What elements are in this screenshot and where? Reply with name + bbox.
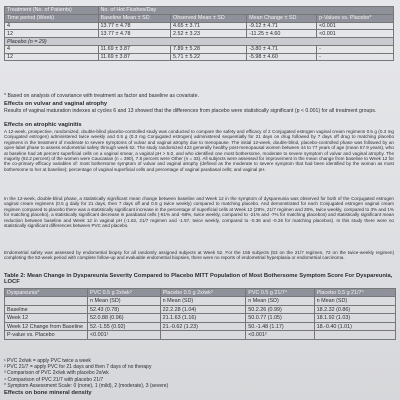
table-header-cell: Time period (Week) — [5, 14, 99, 22]
table-cell: -5.98 ± 4.60 — [247, 53, 317, 61]
section-heading-atrophic: Effects on atrophic vaginitis — [4, 122, 82, 128]
table-row — [5, 314, 396, 322]
table-cell: 50.-1.48 (1.17) — [246, 322, 314, 330]
table-cell: 13.77 ± 4.78 — [98, 22, 170, 30]
atrophic-paragraph-1: A 12-week, prospective, randomized, double-blind placebo-controlled study was conducted to compare the safety and efficacy of 2 Conjugated estrogen vaginal cream regimens 0.5 g (0.3 mg Conjugated estrogen) administered twice weekly and 0.5 g (0.3 mg Conjugated estrogen) administered sequentially for 21 days on drug followed by 7 days off drug to matching placebo regimens in the treatment of moderate to severe symptoms of vulvar and vaginal atrophy due to menopause. The initial 12-week, double-blind, placebo-controlled phase was followed by an open-label phase to assess endometrial safety through week 52. The study randomized 423 generally healthy post-menopausal women between 44 to 77 years of age (mean 57.9 years), who at baseline had ≥5 percent superficial cells on a vaginal smear, a vaginal pH > 5.0, and who identified one most bothersome, moderate to severe symptom of vulvar and vaginal atrophy. The majority (92.2 percent) of the women were Caucasian (n = 390), 7.8 percent were Other (n = 33). All subjects were assessed for improvement in the mean change from baseline to Week 12 for the co-primary efficacy variables of: most bothersome symptom of vulvar and vaginal atrophy (defined as the moderate to severe symptom that had been identified by the woman as most bothersome to her at baseline); percentage of vaginal superficial cells and percentage of vaginal parabasal cells; and vaginal pH. — [4, 129, 394, 172]
table1-footnote: * Based on analysis of covariance with treatment as factor and baseline as covariate. — [4, 93, 199, 99]
table-subheader-cell: n Mean (SD) — [246, 297, 314, 305]
table-header-cell: Dyspareunia* — [5, 289, 88, 297]
table2-title: Table 2: Mean Change in Dyspareunia Severity Compared to Placebo MITT Population of Most Bothersome Symptom Score For Dyspareunia, LOCF — [4, 273, 393, 286]
section-heading-vulvar: Effects on vulvar and vaginal atrophy — [4, 101, 108, 107]
table-cell: 7.89 ± 5.28 — [171, 45, 247, 53]
section-text-vulvar: Results of vaginal maturation indexes at cycles 6 and 13 showed that the differences from placebo were statistically significant (p < 0.001) for all treatment groups. — [4, 108, 377, 114]
table-row — [5, 53, 394, 61]
table-header-cell: PVC 0.5 g 21/7⁴ — [246, 289, 314, 297]
atrophic-paragraph-2: In the 12-week, double-blind phase, a statistically significant mean change between baseline and Week 12 in the symptom of dyspareunia was observed for both of the Conjugated estrogen vaginal cream regimens (0.5 g daily for 21 days, then 7 days off and 0.5 g twice weekly) compared to matching placebo. And demonstrated for each Conjugated estrogen vaginal cream regimen compared to placebo there was a statistically significant increase in the percentage of superficial cells at Week 12 (28%, 21/7 regimen and 26%, twice weekly, compared to 3% and 1% for matching placebo), a statistically significant decrease in parabasal cells (-61% and -58%, twice weekly, compared to -21% and -7% for matching placebos) and statistically significant mean reduction between baseline and Week 12 in vaginal pH (-1.62, 21/7 regimen and -1.57, twice weekly, compared to -0.36 and -0.26 for matching placebos). In this study there were no statistically significant differences between PVC and placebo. — [4, 196, 394, 229]
table-row — [5, 30, 394, 38]
table-row — [5, 331, 396, 339]
section-heading-bone: Effects on bone mineral density — [4, 390, 92, 396]
atrophic-paragraph-3: Endometrial safety was assessed by endometrial biopsy for all randomly assigned subjects at Week 52. For the 155 subjects (53 on the 21/7 regimen, 72 on the twice-weekly regimen) completing the 52-week period with complete follow-up and evaluable endometrial biopsies, there were no reports of endometrial hyperplasia or endometrial carcinoma. — [4, 250, 394, 261]
table-cell: -11.25 ± 4.60 — [247, 30, 317, 38]
table-header-cell: Baseline Mean ± SD — [98, 14, 170, 22]
table-cell: 22.2.28 (1.04) — [160, 305, 246, 313]
table-header-cell: Placebo 0.5 g 21/7⁴ — [314, 289, 395, 297]
table-cell: <0.001 — [317, 30, 394, 38]
table-cell: Week 12 Change from Baseline — [5, 322, 88, 330]
table-cell: - — [317, 53, 394, 61]
table-cell: Week 12 — [5, 314, 88, 322]
footnote: * Symptom Assessment Scale: 0 (none), 1 (mild), 2 (moderate), 3 (severe) — [4, 382, 169, 389]
placebo-group-label: Placebo (n = 29) — [5, 38, 394, 46]
dyspareunia-table — [4, 288, 396, 340]
table-cell — [314, 331, 395, 339]
footnote: ¹ PVC 2x/wk = apply PVC twice a week — [4, 358, 91, 364]
table-row — [5, 322, 396, 330]
table-subheader-cell: n Mean (SD) — [160, 297, 246, 305]
table-cell: <0.001¹ — [88, 331, 161, 339]
hot-flush-table — [4, 6, 394, 61]
table-cell: 4 — [5, 22, 99, 30]
table-cell: 18.2.32 (0.86) — [314, 305, 395, 313]
table-header-cell: No. of Hot Flushes/Day — [98, 7, 393, 15]
table-header-cell: Treatment (No. of Patients) — [5, 7, 99, 15]
table-subheader-cell: n Mean (SD) — [314, 297, 395, 305]
table-cell: 5.71 ± 5.22 — [171, 53, 247, 61]
table-cell: -3.80 ± 4.71 — [247, 45, 317, 53]
table-cell: 4 — [5, 45, 99, 53]
table-cell: 11.69 ± 3.87 — [98, 45, 170, 53]
table-header-cell: p-Values vs. Placebo* — [317, 14, 394, 22]
table-cell: 4.65 ± 3.71 — [171, 22, 247, 30]
table2-footnotes — [4, 358, 168, 389]
table-cell: 11.69 ± 3.87 — [98, 53, 170, 61]
table-cell: 50.2.26 (0.99) — [246, 305, 314, 313]
table-cell: 52.0.88 (0.96) — [88, 314, 161, 322]
table-cell: <0.001² — [246, 331, 314, 339]
table-cell: -9.12 ± 4.71 — [247, 22, 317, 30]
table-cell: 21.1.63 (1.16) — [160, 314, 246, 322]
table-header-cell: Observed Mean ± SD — [171, 14, 247, 22]
table-cell: Baseline — [5, 305, 88, 313]
table-cell: 18.-0.40 (1.01) — [314, 322, 395, 330]
table-cell — [160, 331, 246, 339]
table-cell: 12 — [5, 53, 99, 61]
table-row — [5, 305, 396, 313]
table-cell: 50.0.77 (1.05) — [246, 314, 314, 322]
table-cell: <0.001 — [317, 22, 394, 30]
table-header-cell: PVC 0.5 g 2x/wk³ — [88, 289, 161, 297]
table-cell: 12 — [5, 30, 99, 38]
table-header-cell: Placebo 0.5 g 2x/wk³ — [160, 289, 246, 297]
table-subheader-cell: n Mean (SD) — [88, 297, 161, 305]
table-cell: 52.43 (0.78) — [88, 305, 161, 313]
table-row — [5, 45, 394, 53]
footnote: ² PVC 21/7 = apply PVC for 21 days and then 7 days of no therapy — [4, 364, 152, 371]
table-header-cell: Mean Change ± SD — [247, 14, 317, 22]
table-cell: 13.77 ± 4.78 — [98, 30, 170, 38]
table-row — [5, 22, 394, 30]
table-cell: 21.-0.62 (1.23) — [160, 322, 246, 330]
table-cell: - — [317, 45, 394, 53]
footnote: ³ Comparison of PVC 2x/wk with placebo 2x/wk — [4, 370, 109, 377]
table-cell: 18.1.92 (1.03) — [314, 314, 395, 322]
footnote: ⁴ Comparison of PVC 21/7 with placebo 21/7 — [4, 376, 104, 383]
table-subheader-cell — [5, 297, 88, 305]
table-cell: P-value vs. Placebo — [5, 331, 88, 339]
table-cell: 2.52 ± 3.23 — [171, 30, 247, 38]
table-cell: 52.-1.55 (0.92) — [88, 322, 161, 330]
